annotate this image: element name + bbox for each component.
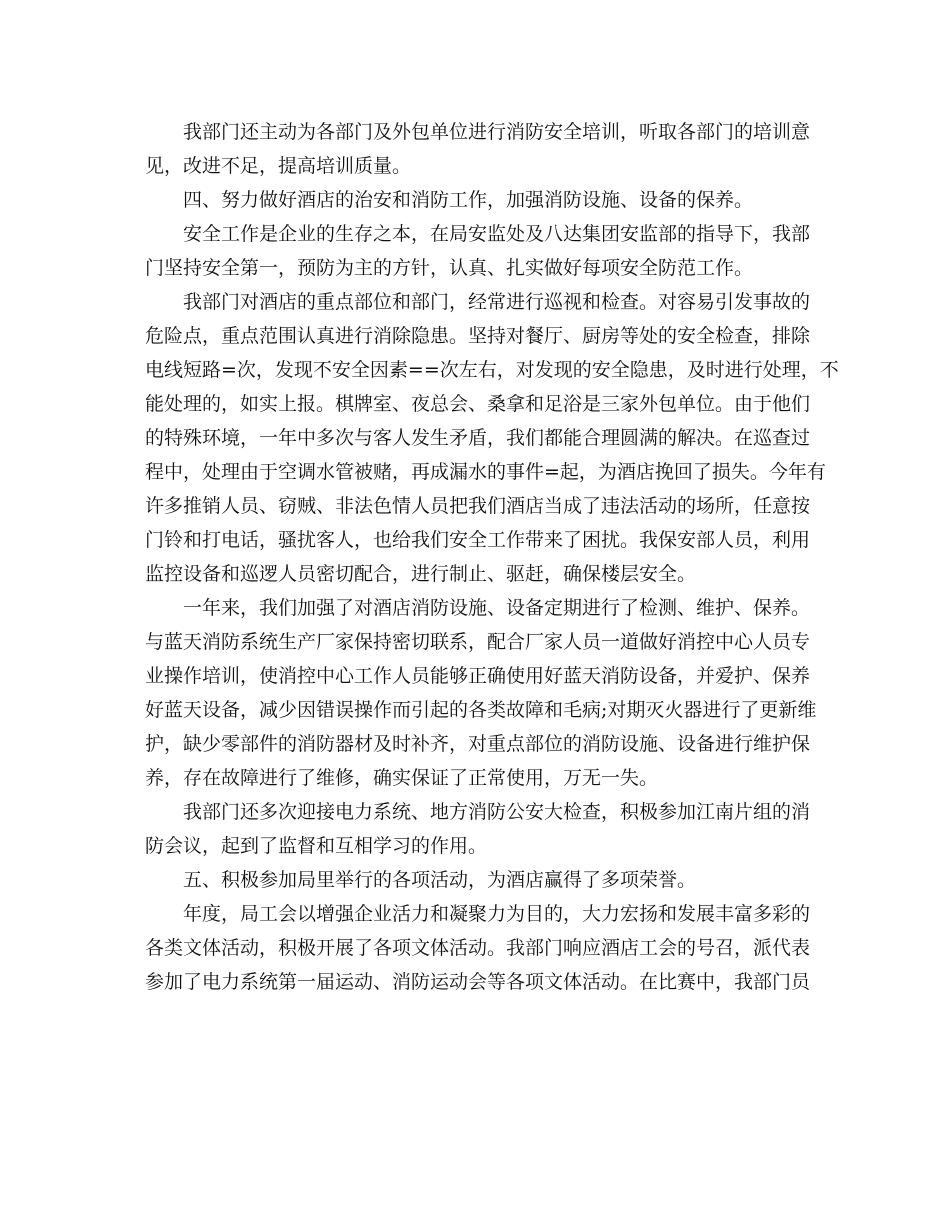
text-line: 门坚持安全第一，预防为主的方针，认真、扎实做好每项安全防范工作。 [145, 257, 754, 279]
text-line: 防会议，起到了监督和互相学习的作用。 [145, 835, 488, 857]
text-line: 危险点，重点范围认真进行消除隐患。坚持对餐厅、厨房等处的安全检查，排除 [145, 325, 811, 347]
text-line: 护，缺少零部件的消防器材及时补齐，对重点部位的消防设施、设备进行维护保 [145, 733, 811, 755]
text-line: 养，存在故障进行了维修，确实保证了正常使用，万无一失。 [145, 767, 659, 789]
text-line: 能处理的，如实上报。棋牌室、夜总会、桑拿和足浴是三家外包单位。由于他们 [145, 393, 811, 415]
text-line: 程中，处理由于空调水管被赌，再成漏水的事件=起，为酒店挽回了损失。今年有 [145, 461, 826, 483]
text-line: 业操作培训，使消控中心工作人员能够正确使用好蓝天消防设备，并爱护、保养 [145, 665, 811, 687]
section-heading: 五、积极参加局里举行的各项活动，为酒店赢得了多项荣誉。 [183, 869, 697, 891]
text-line: 电线短路=次，发现不安全因素==次左右，对发现的安全隐患，及时进行处理，不 [145, 359, 839, 381]
text-line: 好蓝天设备，减少因错误操作而引起的各类故障和毛病;对期灭火器进行了更新维 [145, 699, 817, 721]
text-line: 的特殊环境，一年中多次与客人发生矛盾，我们都能合理圆满的解决。在巡查过 [145, 427, 811, 449]
text-line: 参加了电力系统第一届运动、消防运动会等各项文体活动。在比赛中，我部门员 [145, 971, 811, 993]
document-body [145, 115, 839, 999]
text-line: 我部门还主动为各部门及外包单位进行消防安全培训，听取各部门的培训意 [183, 121, 811, 143]
text-line: 许多推销人员、窃贼、非法色情人员把我们酒店当成了违法活动的场所，任意按 [145, 495, 811, 517]
text-line: 我部门对酒店的重点部位和部门，经常进行巡视和检查。对容易引发事故的 [183, 291, 811, 313]
text-line: 年度，局工会以增强企业活力和凝聚力为目的，大力宏扬和发展丰富多彩的 [183, 903, 811, 925]
text-line: 我部门还多次迎接电力系统、地方消防公安大检查，积极参加江南片组的消 [183, 801, 811, 823]
text-line: 与蓝天消防系统生产厂家保持密切联系，配合厂家人员一道做好消控中心人员专 [145, 631, 811, 653]
text-line: 监控设备和巡逻人员密切配合，进行制止、驱赶，确保楼层安全。 [145, 563, 697, 585]
section-heading: 四、努力做好酒店的治安和消防工作，加强消防设施、设备的保养。 [183, 189, 754, 211]
text-line: 各类文体活动，积极开展了各项文体活动。我部门响应酒店工会的号召，派代表 [145, 937, 811, 959]
text-line: 一年来，我们加强了对酒店消防设施、设备定期进行了检测、维护、保养。 [183, 597, 811, 619]
text-line: 安全工作是企业的生存之本，在局安监处及八达集团安监部的指导下，我部 [183, 223, 811, 245]
text-line: 见，改进不足，提高培训质量。 [145, 155, 412, 177]
text-line: 门铃和打电话，骚扰客人，也给我们安全工作带来了困扰。我保安部人员，利用 [145, 529, 811, 551]
